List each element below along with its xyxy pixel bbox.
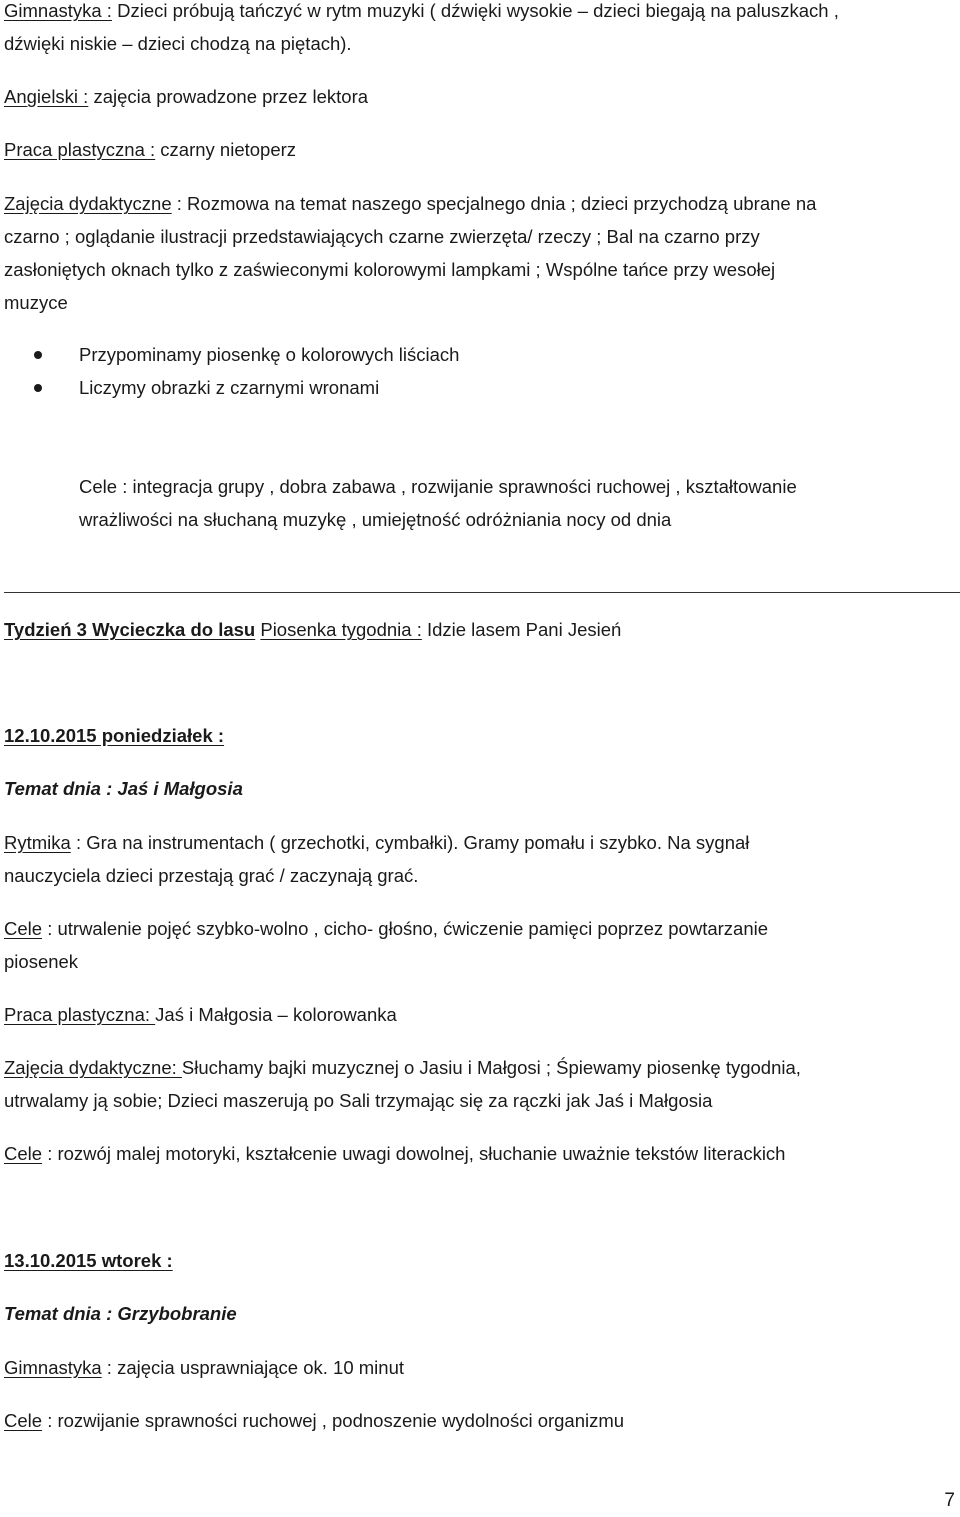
zajecia-line-1 [4, 187, 816, 220]
day1-zajecia-line-1 [4, 1051, 801, 1084]
rytmika-text: : Gra na instrumentach ( grzechotki, cymbałki). Gramy pomału i szybko. Na sygnał [70, 832, 750, 853]
gimnastyka-label: Gimnastyka : [4, 0, 112, 21]
cele-text: : rozwijanie sprawności ruchowej , podnoszenie wydolności organizmu [42, 1410, 625, 1431]
zajecia-text: Słuchamy bajki muzycznej o Jasiu i Małgosi ; Śpiewamy piosenkę tygodnia, [181, 1057, 801, 1078]
zajecia-line-4: muzyce [4, 292, 68, 313]
day2-gimnastyka-line [4, 1351, 404, 1384]
praca-line [4, 133, 296, 166]
zajecia-line-3: zasłoniętych oknach tylko z zaświeconymi kolorowymi lampkami ; Wspólne tańce przy wesołej [4, 259, 776, 280]
day2-temat: Temat dnia : Grzybobranie [4, 1303, 237, 1324]
cele-line-2: wrażliwości na słuchaną muzykę , umiejętność odróżniania nocy od dnia [79, 509, 672, 530]
song-label: Piosenka tygodnia : [260, 619, 422, 640]
angielski-line [4, 80, 368, 113]
day1-date: 12.10.2015 poniedziałek : [4, 725, 225, 746]
cele-text: : utrwalenie pojęć szybko-wolno , cicho- głośno, ćwiczenie pamięci poprzez powtarzanie [42, 918, 769, 939]
day1-cele1-line-2: piosenek [4, 951, 79, 972]
praca-label: Praca plastyczna : [4, 139, 156, 160]
praca-label: Praca plastyczna: [4, 1004, 156, 1025]
angielski-text: zajęcia prowadzone przez lektora [88, 86, 369, 107]
zajecia-line-2: czarno ; oglądanie ilustracji przedstawiających czarne zwierzęta/ rzeczy ; Bal na czarno przy [4, 226, 760, 247]
cele-text: : rozwój malej motoryki, kształcenie uwagi dowolnej, słuchanie uważnie tekstów literackich [42, 1143, 786, 1164]
day1-praca-line [4, 998, 397, 1031]
bullet-icon [34, 384, 42, 392]
song-name: Idzie lasem Pani Jesień [421, 619, 622, 640]
cele-label: Cele [4, 1143, 43, 1164]
list-item: Liczymy obrazki z czarnymi wronami [79, 377, 380, 398]
day1-cele1-line-1 [4, 912, 768, 945]
gimnastyka-text: : zajęcia usprawniające ok. 10 minut [101, 1357, 404, 1378]
zajecia-label: Zajęcia dydaktyczne [4, 193, 172, 214]
bullet-icon [34, 351, 42, 359]
gimnastyka-line-1 [4, 0, 839, 27]
week-heading [4, 613, 621, 646]
day2-date: 13.10.2015 wtorek : [4, 1250, 173, 1271]
divider [4, 592, 960, 593]
gimnastyka-label: Gimnastyka [4, 1357, 102, 1378]
zajecia-label: Zajęcia dydaktyczne: [4, 1057, 182, 1078]
praca-text: Jaś i Małgosia – kolorowanka [155, 1004, 397, 1025]
week-title: Tydzień 3 Wycieczka do lasu [4, 619, 256, 640]
cele-label: Cele [4, 1410, 43, 1431]
day1-zajecia-line-2: utrwalamy ją sobie; Dzieci maszerują po Sali trzymając się za rączki jak Jaś i Małgosia [4, 1090, 713, 1111]
day2-cele-line [4, 1404, 624, 1437]
gimnastyka-line-2: dźwięki niskie – dzieci chodzą na piętach). [4, 33, 352, 54]
cele-line-1: Cele : integracja grupy , dobra zabawa , rozwijanie sprawności ruchowej , kształtowanie [79, 476, 797, 497]
day1-cele2-line [4, 1137, 785, 1170]
list-item: Przypominamy piosenkę o kolorowych liściach [79, 344, 460, 365]
gimnastyka-text: Dzieci próbują tańczyć w rytm muzyki ( dźwięki wysokie – dzieci biegają na paluszkach , [111, 0, 839, 21]
rytmika-label: Rytmika [4, 832, 71, 853]
cele-label: Cele [4, 918, 43, 939]
zajecia-text: : Rozmowa na temat naszego specjalnego dnia ; dzieci przychodzą ubrane na [171, 193, 817, 214]
page-number: 7 [944, 1490, 955, 1511]
angielski-label: Angielski : [4, 86, 89, 107]
rytmika-line-1 [4, 826, 749, 859]
day1-temat: Temat dnia : Jaś i Małgosia [4, 778, 243, 799]
rytmika-line-2: nauczyciela dzieci przestają grać / zaczynają grać. [4, 865, 419, 886]
praca-text: czarny nietoperz [155, 139, 297, 160]
